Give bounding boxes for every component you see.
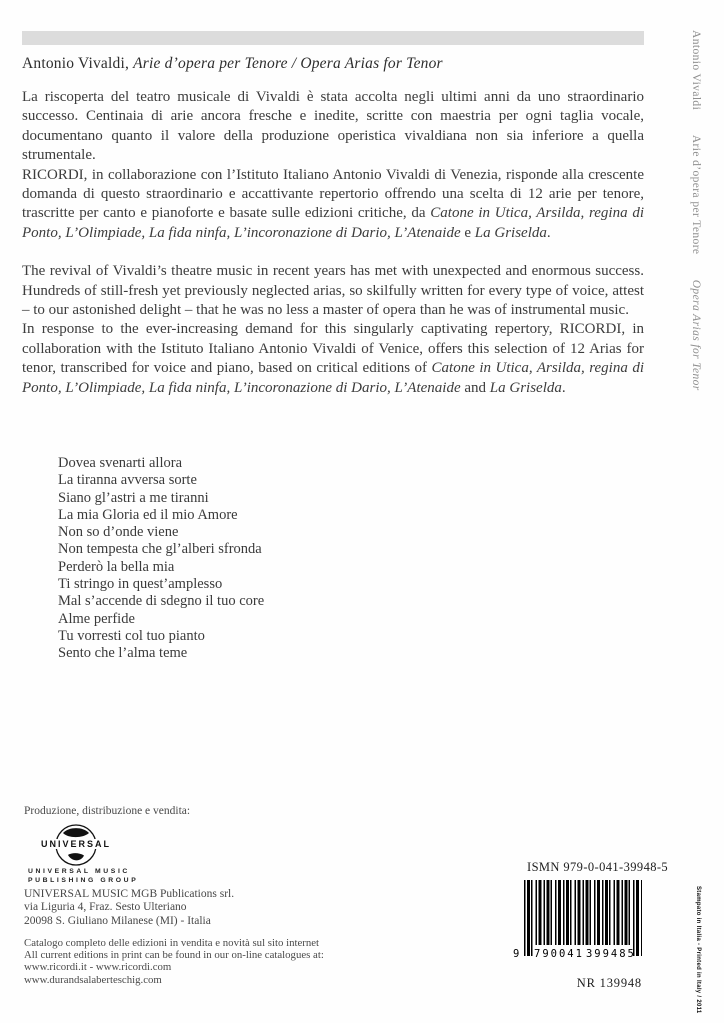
barcode (513, 880, 642, 960)
universal-wordmark: UNIVERSAL (40, 839, 111, 849)
aria-title: Ti stringo in quest’amplesso (58, 576, 223, 593)
print-note: Stampato in Italia - Printed in Italy / 2011 (695, 886, 701, 1014)
website-durand: www.durandsalaberteschig.com (24, 973, 162, 986)
paragraph-italian-2: RICORDI, in collaborazione con l’Istituto Italiano Antonio Vivaldi di Venezia, risponde alla crescente domanda di questo straordinario e accattivante repertorio offrendo una scelta di 12 arie per tenore, trascritte per canto e pianoforte e basate sulle edizioni critiche, da Catone in Utica, Arsilda, regina di Ponto, L’Olimpiade, La fida ninfa, L’incoronazione di Dario, L’Atenaide e La Griselda. (22, 166, 644, 241)
aria-title: Alme perfide (58, 610, 135, 627)
spine-text (686, 30, 702, 422)
catalog-number: NR 139948 (576, 976, 642, 990)
aria-list (58, 455, 264, 663)
aria-title: Dovea svenarti allora (58, 455, 183, 471)
catalogue-line-it: Catalogo completo delle edizioni in vendita e novità sul sito internet (24, 937, 320, 949)
paragraph-italian-1: La riscoperta del teatro musicale di Vivaldi è stata accolta negli ultimi anni da uno straordinario successo. Centinaia di arie ancora fresche e inedite, scritte con maestria per ogni taglia vocale, documentano quanto il valore della produzione operistica vivaldiana non sia inferiore a quella strumentale. (22, 89, 644, 164)
publisher-group-label: UNIVERSAL MUSIC PUBLISHING GROUP (28, 868, 139, 884)
catalogue-line-en: All current editions in print can be found in our on-line catalogues at: (24, 949, 324, 962)
address-line: 20098 S. Giuliano Milanese (MI) - Italia (24, 914, 211, 927)
production-label: Produzione, distribuzione e vendita: (24, 805, 191, 817)
aria-title: Mal s’accende di sdegno il tuo core (58, 593, 265, 610)
barcode-bars (513, 880, 642, 960)
publisher-address (24, 888, 234, 928)
address-line: via Liguria 4, Fraz. Sesto Ulteriano (24, 901, 187, 914)
intro-text (22, 88, 644, 398)
website-ricordi: www.ricordi.it - www.ricordi.com (24, 961, 172, 974)
spine-title-italian: Arie d’opera per Tenore (690, 134, 702, 255)
aria-title: Siano gl’astri a me tiranni (58, 489, 209, 506)
ismn-number: ISMN 979-0-041-39948-5 (527, 860, 669, 874)
aria-title: La tiranna avversa sorte (58, 472, 197, 489)
page-title: Antonio Vivaldi, Arie d’opera per Tenore / Opera Arias for Tenor (22, 55, 443, 72)
aria-title: Non tempesta che gl’alberi sfronda (58, 541, 262, 558)
paragraph-english-1: The revival of Vivaldi’s theatre music in recent years has met with unexpected and enormous success. Hundreds of still-fresh yet previously neglected arias, so skilfully written for every type of voice, attest – to our astonished delight – that he was no less a master of opera than he was of instrumental music. (22, 263, 644, 319)
aria-title: Tu vorresti col tuo pianto (58, 627, 205, 644)
barcode-left-digit: 9 (513, 948, 520, 960)
catalogue-note (24, 937, 324, 986)
barcode-digits: 790041 399485 (533, 945, 633, 960)
top-gray-bar (22, 31, 644, 45)
paragraph-english-2: In response to the ever-increasing demand for this singularly captivating repertory, RICORDI, in collaboration with the Istituto Italiano Antonio Vivaldi of Venice, offers this selection of 12 Arias for tenor, transcribed for voice and piano, based on critical editions of Catone in Utica, Arsilda, regina di Ponto, L’Olimpiade, La fida ninfa, L’incoronazione di Dario, L’Atenaide and La Griselda. (22, 321, 644, 396)
spine-title-english: Opera Arias for Tenor (690, 279, 702, 391)
universal-music-logo (28, 823, 124, 867)
address-line: UNIVERSAL MUSIC MGB Publications srl. (24, 888, 235, 900)
aria-title: Sento che l’alma teme (58, 645, 188, 662)
spine-author: Antonio Vivaldi (690, 30, 702, 111)
aria-title: La mia Gloria ed il mio Amore (58, 506, 238, 523)
aria-title: Perderò la bella mia (58, 558, 175, 575)
aria-title: Non so d’onde viene (58, 524, 179, 541)
